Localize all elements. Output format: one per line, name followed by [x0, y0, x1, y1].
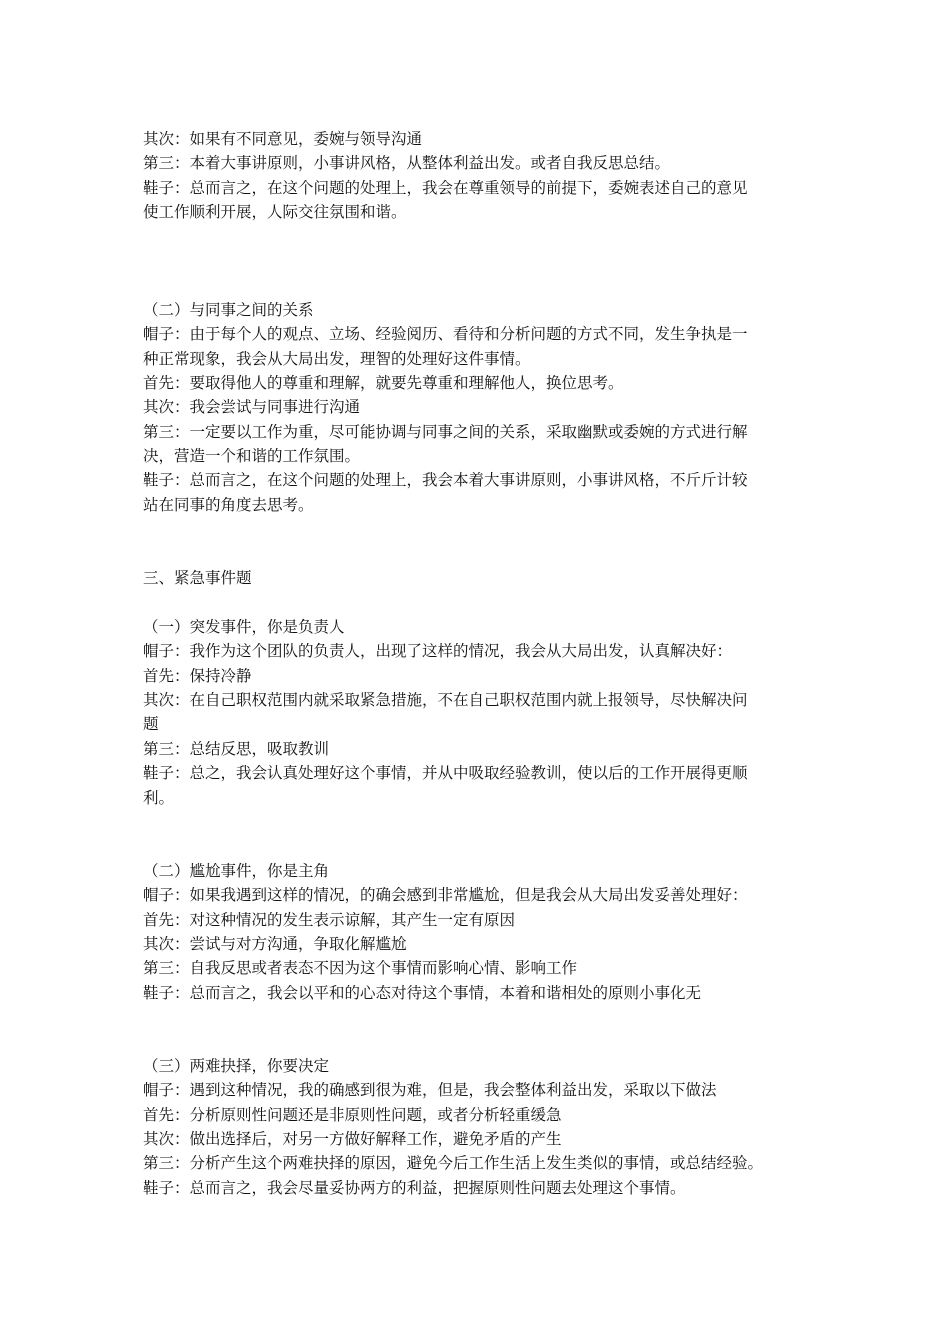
paragraph-dilemma	[143, 1054, 811, 1200]
text-line: 鞋子：总而言之，在这个问题的处理上，我会本着大事讲原则，小事讲风格，不斤斤计较	[143, 471, 748, 490]
subsection-heading: （一）突发事件，你是负责人	[143, 617, 345, 636]
blank-line	[143, 1029, 811, 1053]
text-line: 鞋子：总而言之，我会尽量妥协两方的利益，把握原则性问题去处理这个事情。	[143, 1178, 686, 1197]
blank-line	[143, 1005, 811, 1029]
subsection-heading: （二）与同事之间的关系	[143, 300, 314, 319]
subsection-heading: （三）两难抉择，你要决定	[143, 1056, 330, 1075]
text-line: 鞋子：总而言之，我会以平和的心态对待这个事情，本着和谐相处的原则小事化无	[143, 983, 702, 1002]
blank-line	[143, 834, 811, 858]
section-heading: 三、紧急事件题	[143, 569, 252, 588]
blank-line	[143, 810, 811, 834]
text-line: 利。	[143, 788, 175, 807]
text-line: 鞋子：总之，我会认真处理好这个事情，并从中吸取经验教训，使以后的工作开展得更顺	[143, 764, 748, 783]
text-line: 帽子：遇到这种情况，我的确感到很为难，但是，我会整体利益出发，采取以下做法	[143, 1081, 717, 1100]
blank-line	[143, 590, 811, 614]
text-line: 首先：保持冷静	[143, 666, 252, 685]
text-line: 第三：自我反思或者表态不因为这个事情而影响心情、影响工作	[143, 959, 578, 978]
text-line: 第三：一定要以工作为重，尽可能协调与同事之间的关系，采取幽默或委婉的方式进行解	[143, 422, 748, 441]
text-line: 帽子：如果我遇到这样的情况，的确会感到非常尴尬，但是我会从大局出发妥善处理好：	[143, 886, 748, 905]
text-line: 使工作顺利开展，人际交往氛围和谐。	[143, 203, 407, 222]
blank-line	[143, 273, 811, 297]
text-line: 其次：在自己职权范围内就采取紧急措施，不在自己职权范围内就上报领导，尽快解决问	[143, 690, 748, 709]
text-line: 其次：我会尝试与同事进行沟通	[143, 398, 361, 417]
text-line: 其次：如果有不同意见，委婉与领导沟通	[143, 130, 423, 148]
paragraph-sudden-event	[143, 615, 811, 810]
blank-line	[143, 249, 811, 273]
text-line: 第三：分析产生这个两难抉择的原因，避免今后工作生活上发生类似的事情，或总结经验。	[143, 1154, 764, 1173]
text-line: 种正常现象，我会从大局出发，理智的处理好这件事情。	[143, 349, 531, 368]
blank-line	[143, 517, 811, 541]
text-line: 其次：做出选择后，对另一方做好解释工作，避免矛盾的产生	[143, 1130, 562, 1149]
text-line: 帽子：由于每个人的观点、立场、经验阅历、看待和分析问题的方式不同，发生争执是一	[143, 325, 748, 344]
text-line: 鞋子：总而言之，在这个问题的处理上，我会在尊重领导的前提下，委婉表述自己的意见	[143, 178, 748, 197]
text-line: 第三：总结反思，吸取教训	[143, 739, 330, 758]
text-line: 站在同事的角度去思考。	[143, 495, 314, 514]
blank-line	[143, 225, 811, 249]
document-page	[143, 127, 811, 1200]
text-line: 其次：尝试与对方沟通，争取化解尴尬	[143, 934, 407, 953]
blank-line	[143, 542, 811, 566]
text-line: 首先：对这种情况的发生表示谅解，其产生一定有原因	[143, 910, 516, 929]
paragraph-colleague-relation	[143, 298, 811, 518]
paragraph-leader-relation-end	[143, 127, 811, 225]
paragraph-awkward-event	[143, 859, 811, 1005]
subsection-heading: （二）尴尬事件，你是主角	[143, 861, 330, 880]
text-line: 题	[143, 715, 159, 734]
text-line: 首先：分析原则性问题还是非原则性问题，或者分析轻重缓急	[143, 1105, 562, 1124]
text-line: 首先：要取得他人的尊重和理解，就要先尊重和理解他人，换位思考。	[143, 373, 624, 392]
text-line: 决，营造一个和谐的工作氛围。	[143, 447, 361, 466]
text-line: 第三：本着大事讲原则，小事讲风格，从整体利益出发。或者自我反思总结。	[143, 154, 671, 173]
text-line: 帽子：我作为这个团队的负责人，出现了这样的情况，我会从大局出发，认真解决好：	[143, 642, 733, 661]
